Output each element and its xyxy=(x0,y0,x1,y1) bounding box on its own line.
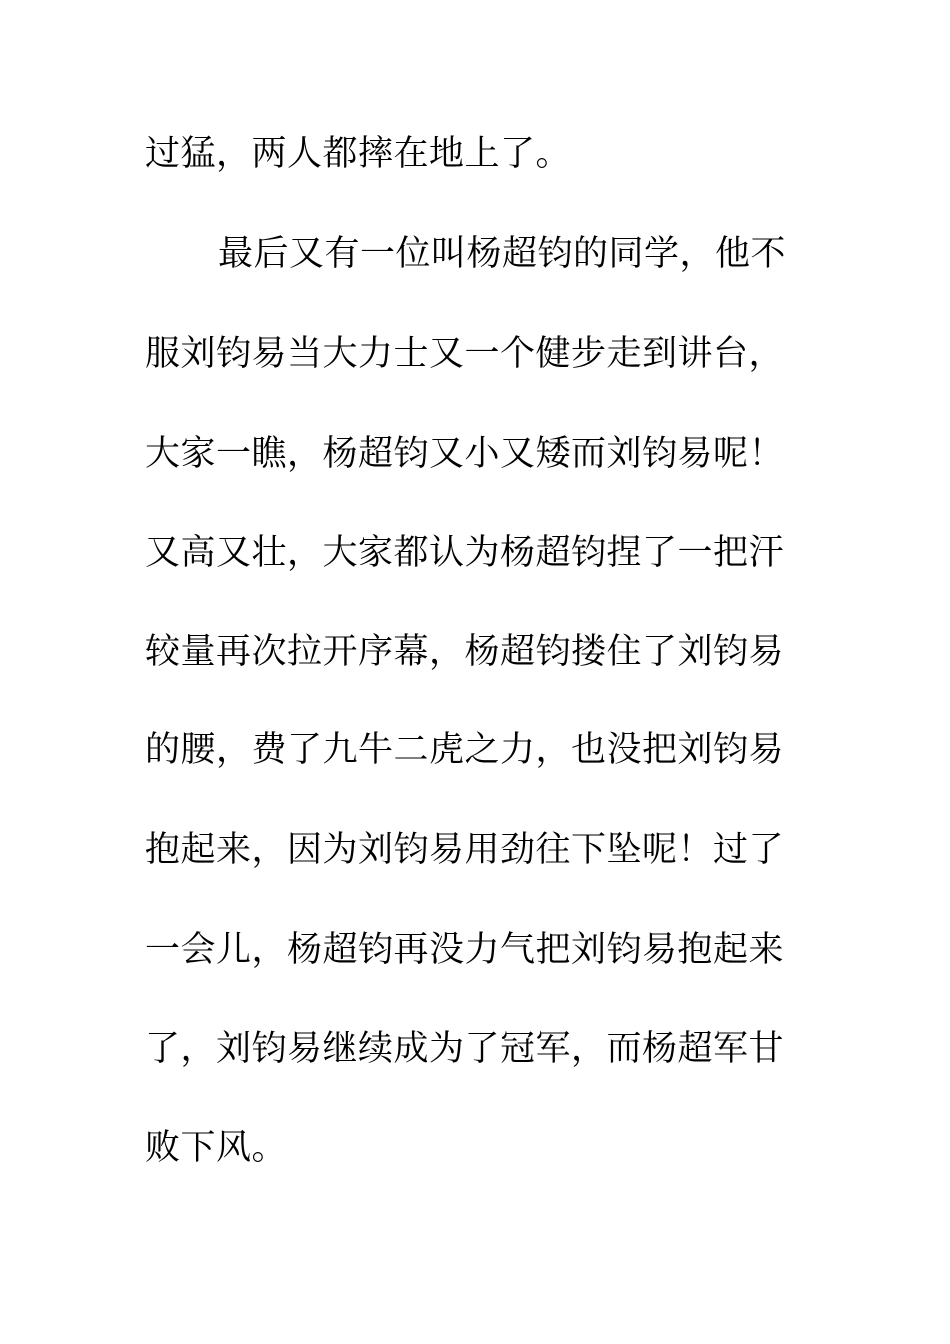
text-line: 过猛，两人都摔在地上了。 xyxy=(145,134,572,174)
text-line: 了，刘钧易继续成为了冠军，而杨超军甘 xyxy=(145,1029,785,1069)
paragraph-first-line: 最后又有一位叫杨超钧的同学，他不 xyxy=(218,234,787,274)
text-line: 抱起来，因为刘钧易用劲往下坠呢！过了 xyxy=(145,830,785,870)
text-line: 服刘钧易当大力士又一个健步走到讲台， xyxy=(145,334,785,374)
text-line: 大家一瞧，杨超钧又小又矮而刘钧易呢！ xyxy=(145,434,785,474)
text-line: 又高又壮，大家都认为杨超钧捏了一把汗 xyxy=(145,533,785,573)
text-line: 一会儿，杨超钧再没力气把刘钧易抱起来 xyxy=(145,930,785,970)
text-line: 败下风。 xyxy=(145,1128,288,1168)
text-line: 的腰，费了九牛二虎之力，也没把刘钧易 xyxy=(145,730,785,770)
text-line: 较量再次拉开序幕，杨超钧搂住了刘钧易 xyxy=(145,632,785,672)
